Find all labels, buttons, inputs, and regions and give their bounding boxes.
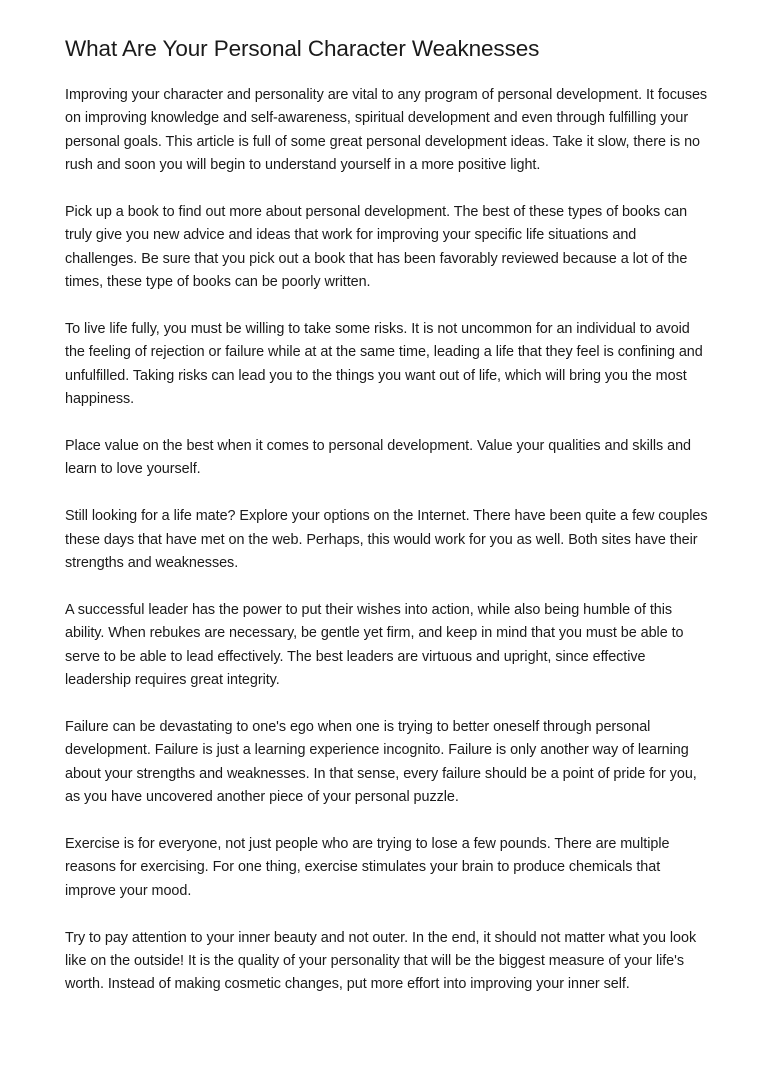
paragraph-7: Failure can be devastating to one's ego when one is trying to better oneself through personal development. Failure is just a learning experience incognito. Failure is only another way of learning about your strengths and weaknesses. In that sense, every failure should be a point of pride for you, as you have uncovered another piece of your personal puzzle.: [65, 718, 697, 806]
document-title: What Are Your Personal Character Weaknesses: [65, 36, 540, 61]
paragraph-4: Place value on the best when it comes to personal development. Value your qualities and skills and learn to love yourself.: [65, 438, 691, 478]
paragraph-8: Exercise is for everyone, not just people who are trying to lose a few pounds. There are multiple reasons for exercising. For one thing, exercise stimulates your brain to produce chemicals that improve your mood.: [65, 835, 670, 899]
paragraph-1: Improving your character and personality are vital to any program of personal development. It focuses on improving knowledge and self-awareness, spiritual development and even through fulfilling your personal goals. This article is full of some great personal development ideas. Take it slow, there is no rush and soon you will begin to understand yourself in a more positive light.: [65, 87, 708, 174]
paragraph-3: To live life fully, you must be willing to take some risks. It is not uncommon for an individual to avoid the feeling of rejection or failure while at at the same time, leading a life that they feel is confining and unfulfilled. Taking risks can lead you to the things you want out of life, which will bring you the most happiness.: [65, 321, 703, 408]
paragraph-6: A successful leader has the power to put their wishes into action, while also being humble of this ability. When rebukes are necessary, be gentle yet firm, and keep in mind that you must be able to serve to be able to lead effectively. The best leaders are virtuous and upright, since effective leadership requires great integrity.: [65, 601, 684, 689]
paragraph-5: Still looking for a life mate? Explore your options on the Internet. There have been quite a few couples these days that have met on the web. Perhaps, this would work for you as well. Both sites have their strengths and weaknesses.: [65, 508, 708, 572]
paragraph-2: Pick up a book to find out more about personal development. The best of these types of books can truly give you new advice and ideas that work for improving your specific life situations and challenges. Be sure that you pick out a book that has been favorably reviewed because a lot of the times, these type of books can be poorly written.: [65, 204, 688, 291]
paragraph-9: Try to pay attention to your inner beauty and not outer. In the end, it should not matter what you look like on the outside! It is the quality of your personality that will be the biggest measure of your life's worth. Instead of making cosmetic changes, put more effort into improving your inner self.: [65, 929, 697, 993]
